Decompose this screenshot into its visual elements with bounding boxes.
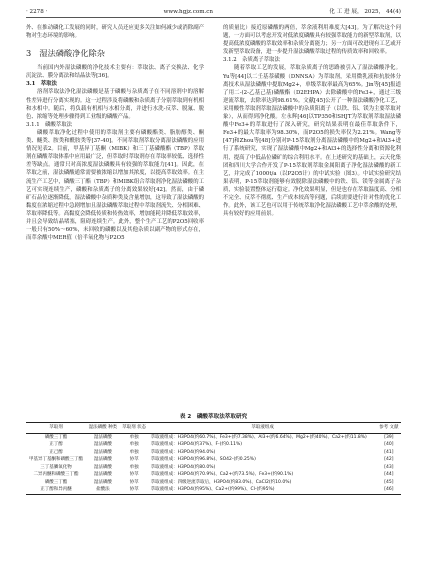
extraction-table [26, 422, 401, 495]
header-cell: 萃取剂 状态 [122, 425, 147, 430]
table-cell: 正丁醇和异丙醚 [40, 487, 72, 492]
table-cell: 湿法磷酸 [93, 442, 112, 447]
header-cell: 萃取液组成 [251, 425, 274, 430]
left-column [26, 24, 204, 242]
impurity-extraction-paragraph: 随着萃取工艺的发展，萃取杂质离子的思路被引入了湿法磷酸净化。Yu等[44]以二壬基萘磺酸（DNNSA）为萃取剂，采用微乳液和抗胶体分离技术从湿法磷酸中提取Mg2+，单级萃取率最高为65%。Jin等[45]报道了用二-(2-乙基己基)磷酸酯（D2EHPA）去除磷酸中的Fe3+，通过三级逆流萃取，去除率达到98.61%。文献[45]公开了一种湿法磷酸净化工艺，采用酸性萃取剂萃取湿法磷酸中的杂质阳离子（以铁、铝、镁为主要萃取对象），从而得到净化酸。左永辉[46]以TP350和SHJT为萃取剂萃取湿法磷酸中Fe3+的萃取进行了深入研究，研究结果表明在最佳萃取条件下，Fe3+的最大萃取率为98.30%，而P2O5的损失率仅为2.21%。Wang等[47]和Zhou等[48]分别对P-15萃取剂分离湿法磷酸中的Mg2+和Al3+进行了系统研究，实现了湿法磷酸中Mg2+和Al3+的选择性分离和资源化利用，提高了中低品位磷矿的综合利用水平。在上述研究的基础上，云天化集团和四川大学合作开发了P-15萃取剂萃取金属阳离子净化湿法磷酸的新工艺，并完成了1000t/a（以P2O5计）的中试实验（图3）。中试实验研究结果表明，P-15萃取剂能够有效脱除湿法磷酸中的铁、铝、镁等金属离子杂质，实验装置整体运行稳定。净化效果明显，但是也存在萃取温度高、分相不完全、反萃不彻底、生产成本较高等问题，后续需要进行针对性的优化工作。此外，该工艺也可以用于传统萃取净化湿法磷酸工艺中萃余酸的处理，具有较好的应用前景。 [223, 65, 401, 218]
table-row [26, 486, 401, 494]
extraction-paragraph: 溶剂萃取法净化湿法磷酸是基于磷酸与杂质离子在不同溶剂中的溶解性差异进行分离实现的。这一过程涉及将磷酸和杂质离子分别萃取到有机相和水相中。随后，将负载有机相与水相分离，并进行水洗-反萃、脱氟、脱色、浓缩等处理步骤得到工业级的磷酸产品。 [26, 89, 204, 120]
table-cell: 萃取液组成：H3PO4(约60.7%)、Fe3+(约7.38%)、Al3+(约6.64%)、Mg2+(约40%)、Ca2+(约11.8%) [150, 434, 367, 440]
table-cell: 萃取液组成：H3PO4(约70.9%)、Ca2+(约73.5%)、Fe3+(约90.1%) [150, 472, 294, 477]
intro-paragraph: 外、在推动磷化工发展的同时，研究人员还应更多关注如何减少或消除副产物对生态环境的影响。 [26, 25, 204, 40]
table-header-row [26, 423, 401, 434]
subsubsection-title: 3.1.1 磷酸萃取法 [26, 121, 73, 128]
table-cell: 萃取液组成：H3PO4(约94.0%) [150, 449, 216, 455]
table-cell: [39] [384, 434, 394, 440]
table-cell: 湿法磷酸 [93, 479, 112, 485]
table-cell: 协萃 [129, 479, 139, 485]
table-row [26, 464, 401, 472]
table-cell: 萃取液组成：四级逆流萃取后，H3PO4(约83.0%)、CaCl2(约10.0%) [150, 479, 292, 485]
table-row [26, 433, 401, 441]
table-cell: 甲基异丁基酮和磷酸三丁酯 [29, 457, 84, 462]
journal-issue: 化 工 进 展， 2025， 44(4) [329, 9, 401, 15]
table-cell: 单独 [129, 449, 139, 455]
phosphoric-extraction-paragraph: 磷酸萃取净化过程中使用的萃取剂主要有磷酸酯类、脂肪醇类、酮类、醚类、胺类和酰胺类等[37-40]。不同萃取剂萃取分离湿法磷酸的应用情况见表2。目前，甲基异丁基酮（MIBK）和三丁基磷酸酯（TBP）萃取剂在磷酸萃取体系中应用最广泛，但萃取时萃取剂存在萃取率较低、选择性差等缺点。通常只对高浓度湿法磷酸具有较强的萃取能力[41]。因此，在萃取之前，湿法磷酸通常需要被浓缩以增加其浓度，以提高萃取效率。在主流生产工艺中，磷酸三丁酯（TBP）和MIBK组合萃取剂净化湿法磷酸的工艺可实现连续生产，磷酸和杂质离子的分离效果较好[42]。然而，由于磷矿石品位逐渐降低，湿法磷酸中杂质种类及含量增加，这导致了湿法磷酸的黏度在浓缩过程中急剧增加且湿法磷酸萃取过程中萃取剂流失、分相困难、萃取率降低等。高黏度会降低传质和传热效率，增加能耗并降低萃取效率，并且会导致结晶堵塞，阻碍连续生产。此外，整个生产工艺的P2O5回收率一般只有50%～60%，未回收的磷酸以及其他杂质以副产物的形式存在，而萃余酸中MER值（倍半氧化物与P2O5 [26, 129, 204, 242]
table-row [26, 456, 401, 464]
table-cell: 湿法磷酸 [93, 457, 112, 462]
table-cell: [44] [384, 472, 394, 477]
table-cell: [43] [384, 464, 394, 470]
header-cell: 湿法磷酸 种类 [88, 425, 118, 430]
table-cell: [41] [384, 449, 394, 455]
table-cell: [40] [384, 442, 394, 447]
table-cell: [42] [384, 457, 394, 462]
journal-website[interactable]: www.hgjz.com.cn [163, 9, 214, 15]
table-cell: 单独 [129, 464, 139, 470]
table-cell: 三丁基膦氧化物 [40, 464, 72, 470]
table-cell: 湿法磷酸 [93, 464, 112, 470]
section-paragraph: 当前国内外湿法磷酸的净化技术主要有：萃取法、离子交换法、化学沉淀法、膜分离法和结晶法等[36]。 [26, 65, 204, 80]
header-cell: 参考 文献 [379, 425, 399, 430]
page-number: · 2278 · [26, 9, 48, 15]
table-cell: 磷酸三丁酯 [44, 479, 68, 485]
table-caption: 表 2 磷酸萃取法萃取研究 [179, 414, 248, 420]
table-cell: 盐酸法 [96, 487, 110, 492]
table-cell: 协萃 [129, 472, 139, 477]
table-cell: 正己醇 [49, 449, 63, 455]
table-cell: 湿法磷酸 [93, 434, 112, 440]
table-cell: [45] [384, 479, 394, 485]
table-cell: 萃取液组成：H3PO4(约95%)、Ca2+(约99%)、Cl-(约95%) [150, 487, 275, 492]
table-row [26, 471, 401, 479]
subsection-title: 3.1 萃取法 [26, 81, 57, 88]
table-2 [26, 412, 401, 495]
table-cell: 单独 [129, 434, 139, 440]
table-cell: [46] [384, 487, 394, 492]
table-cell: 萃取液组成：H3PO4(约80.0%) [150, 464, 216, 470]
subsubsection-title-2: 3.1.2 杂质离子萃取法 [223, 57, 280, 64]
table-cell: 二异丙醚和磷酸三丁酯 [33, 472, 79, 477]
table-cell: 萃取液组成：H3PO4(约37%)、F-(约0.11%) [150, 442, 242, 447]
table-cell: 磷酸三丁酯 [44, 434, 68, 440]
table-cell: 湿法磷酸 [93, 472, 112, 477]
continued-paragraph: 的质量比）接近原磷酸的两倍，萃余液利用难度大[43]。为了解决这个问题，一方面可以考虑开发对低浓度磷酸具有较强萃取能力的新型萃取剂，以提高低浓度磷酸的萃取效率和杂质分离能力；另一方面可改进现有工艺或开发新型萃取设备，进一步提升湿法磷酸萃取过程的传质效率和回收率。 [223, 25, 401, 56]
table-cell: 萃取液组成：H3PO4(约96.8%)、SO42-(约0.25%) [150, 457, 256, 462]
right-column [223, 24, 401, 218]
table-row [26, 479, 401, 487]
table-cell: 正丁醇 [49, 442, 63, 447]
table-row [26, 441, 401, 449]
page-header [26, 6, 401, 18]
table-cell: 湿法磷酸 [93, 449, 112, 455]
table-cell: 单独 [129, 442, 139, 447]
table-row [26, 449, 401, 457]
table-cell: 协萃 [129, 457, 139, 462]
section-title: 3 湿法磷酸净化除杂 [26, 48, 105, 59]
header-cell: 萃取剂 [49, 425, 63, 430]
table-cell: 协萃 [129, 487, 139, 492]
